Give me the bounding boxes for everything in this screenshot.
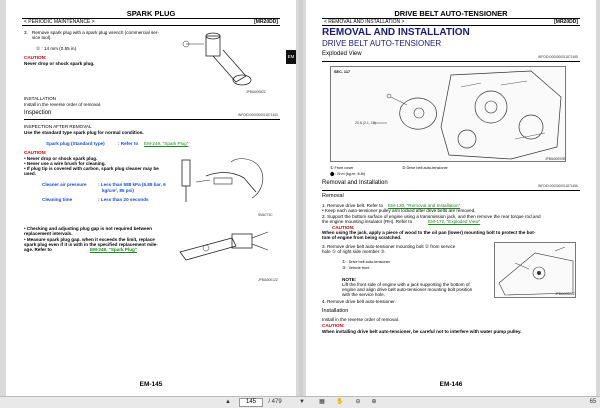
page-header — [322, 18, 580, 26]
side-member-drawing — [495, 243, 577, 299]
caution-text: When using the jack, apply a piece of wood to the oil pan (lower) mounting bolt to protect the bot- — [322, 230, 536, 235]
info-id: INFOID:0000000011871456 — [538, 184, 578, 188]
figure-ref: JPBIA0060ZZ — [555, 292, 575, 296]
removal-step: 2. Support the bottom surface of engine using a transmission jack, and then remove the rear torque rod and — [322, 214, 541, 219]
gap-note: replacement intervals. — [24, 231, 73, 236]
service-hole-figure — [494, 242, 576, 298]
figure-ref: JPBIA0009GB — [545, 157, 566, 161]
spark-plug-cleaner-illustration — [176, 152, 276, 214]
step-text: Remove spark plug with a spark plug wrench (commercial ser- — [32, 30, 159, 35]
spark-plug-type: Spark plug (Standard type) — [46, 141, 105, 146]
page-total: / 479 — [268, 399, 282, 405]
note-text: Lift the front side of engine with a jack supporting the bottom of — [342, 282, 470, 287]
page-separator — [299, 0, 303, 396]
page-em-146 — [306, 0, 596, 396]
page-header — [22, 18, 280, 26]
zoom-out-icon[interactable]: ⊖ — [355, 399, 361, 405]
caution-text: When installing drive belt auto-tensioner, be careful not to interfere with water pump pulley. — [322, 329, 522, 334]
air-pressure-value: kg/cm², 85 psi) — [102, 188, 134, 193]
inspection-text: Use the standard type spark plug for normal condition. — [24, 130, 144, 135]
legend-item: ② Drive belt auto-tensioner — [402, 166, 448, 170]
page-number: EM-145 — [139, 381, 163, 388]
removal-step: 4. Remove drive belt auto-tensioner. — [322, 299, 396, 304]
prev-page-icon[interactable]: ▲ — [225, 399, 231, 405]
gap-note: age. Refer to — [24, 247, 52, 252]
caution-label: CAUTION: — [322, 323, 345, 328]
installation-heading: INSTALLATION — [24, 96, 56, 101]
air-pressure-value: : Less than 588 kPa (5.88 bar, 6 — [98, 182, 166, 187]
removal-heading: Removal — [322, 193, 344, 199]
step-number: 3. — [24, 30, 28, 35]
note-text: with the service hole. — [342, 292, 385, 297]
page-title: SPARK PLUG — [126, 9, 176, 18]
cleaning-time-label: Cleaning time — [42, 197, 73, 202]
removal-installation-heading: Removal and Installation — [322, 180, 388, 186]
note-text: engine and align drive belt auto-tensioner mounting bolt position — [342, 287, 473, 292]
caution-item: • Never drop or shock spark plug. — [24, 156, 98, 161]
header-section: < REMOVAL AND INSTALLATION > — [324, 19, 405, 25]
legend-item: ③ : Vehicle front — [342, 266, 370, 270]
page-em-145 — [6, 0, 296, 396]
next-page-icon[interactable]: ▼ — [299, 399, 305, 405]
note-label: NOTE: — [342, 277, 357, 282]
step-text: vice tool). — [32, 35, 52, 40]
caution-text: tom of engine from being scratched. — [322, 235, 402, 240]
caution-text: Never drop or shock spark plug. — [24, 61, 95, 66]
info-id: INFOID:0000000011871443 — [238, 113, 278, 117]
removal-step: the engine mounting insulator (RH). Refer to — [322, 219, 413, 224]
plug-gap-illustration — [176, 222, 276, 272]
spark-plug-wrench-illustration — [176, 30, 276, 92]
caution-label: CAUTION: — [24, 150, 47, 155]
info-id: INFOID:0000000011871455 — [538, 55, 578, 59]
removal-substep: • Keep each auto-tensioner pulley arm locked after drive belts are removed. — [322, 208, 476, 213]
engine-front-drawing — [331, 67, 567, 163]
spark-plug-link[interactable]: EM-249, "Spark Plug" — [144, 141, 189, 146]
cleaning-time-value: : Less than 20 seconds — [98, 197, 149, 202]
hand-tool-icon[interactable]: ✋ — [336, 399, 344, 405]
installation-text: Install in the reverse order of removal. — [24, 102, 102, 107]
figure-ref: SMA773C — [258, 213, 273, 217]
removal-step: 1. Remove drive belt. Refer to — [322, 203, 384, 208]
header-engine-code: [MR20DD] — [554, 19, 578, 25]
section-tab: EM — [286, 50, 296, 64]
zoom-in-icon[interactable]: ⊕ — [371, 399, 377, 405]
torque-value: 20.6 (2.1, 15) — [355, 121, 376, 125]
caution-item: • Never use a wire brush for cleaning. — [24, 161, 106, 166]
gap-note: • Measure spark plug gap. when it exceeds the limit, replace — [24, 237, 155, 242]
divider — [322, 190, 580, 191]
caution-item: used. — [24, 171, 36, 176]
exploded-view-figure — [330, 66, 566, 162]
viewer-toolbar — [0, 396, 600, 408]
drive-belt-link[interactable]: EM-130, "Removal and Installation" — [388, 203, 461, 208]
inspection-heading: Inspection — [24, 110, 52, 116]
sec-label: SEC. 117 — [334, 70, 351, 74]
fit-page-icon[interactable]: ▦ — [319, 399, 325, 405]
zoom-level[interactable]: 65 — [589, 399, 597, 405]
wrench-size: ① : 14 mm (0.55 in) — [36, 46, 77, 51]
installation-heading: Installation — [322, 308, 349, 314]
air-pressure-label: Cleaner air pressure — [42, 182, 87, 187]
page-title: DRIVE BELT AUTO-TENSIONER — [394, 9, 508, 18]
legend-item: ① Front cover — [330, 166, 354, 170]
divider — [322, 61, 580, 62]
legend-item: ① : Drive belt auto-tensioner — [342, 260, 390, 264]
gap-note: • Checking and adjusting plug gap is not required between — [24, 226, 152, 231]
caution-label: CAUTION: — [24, 55, 47, 60]
legend-item: ⬤ : N·m (kg-m, ft-lb) — [330, 172, 366, 176]
page-number-input[interactable]: 145 — [239, 398, 263, 407]
spark-plug-link[interactable]: EM-249, "Spark Plug" — [90, 247, 137, 252]
caution-item: • If plug tip is covered with carbon, spark plug cleaner may be — [24, 166, 159, 171]
section-heading: REMOVAL AND INSTALLATION — [322, 27, 470, 38]
subheading: INSPECTION AFTER REMOVAL — [24, 124, 92, 129]
figure-ref: JPBIA0001ZZ — [258, 278, 278, 282]
refer-to: : Refer to — [118, 141, 139, 146]
removal-step: hole ① of right side member ③. — [322, 249, 386, 254]
exploded-view-link[interactable]: EM-172, "Exploded View" — [428, 219, 481, 224]
gap-note: spark plug even if it is with in the specified replacement mile- — [24, 242, 158, 247]
installation-text: Install in the reverse order of removal. — [322, 317, 400, 322]
exploded-view-heading: Exploded View — [322, 51, 362, 57]
removal-step: 3. Remove drive belt auto-tensioner mounting bolt ② from service — [322, 244, 456, 249]
figure-ref: JPBIA0008ZZ — [246, 90, 266, 94]
divider — [24, 119, 280, 120]
header-engine-code: [MR20DD] — [254, 19, 278, 25]
page-number: EM-146 — [439, 381, 463, 388]
component-heading: DRIVE BELT AUTO-TENSIONER — [322, 39, 442, 48]
caution-label: CAUTION: — [332, 225, 355, 230]
header-section: < PERIODIC MAINTENANCE > — [24, 19, 95, 25]
